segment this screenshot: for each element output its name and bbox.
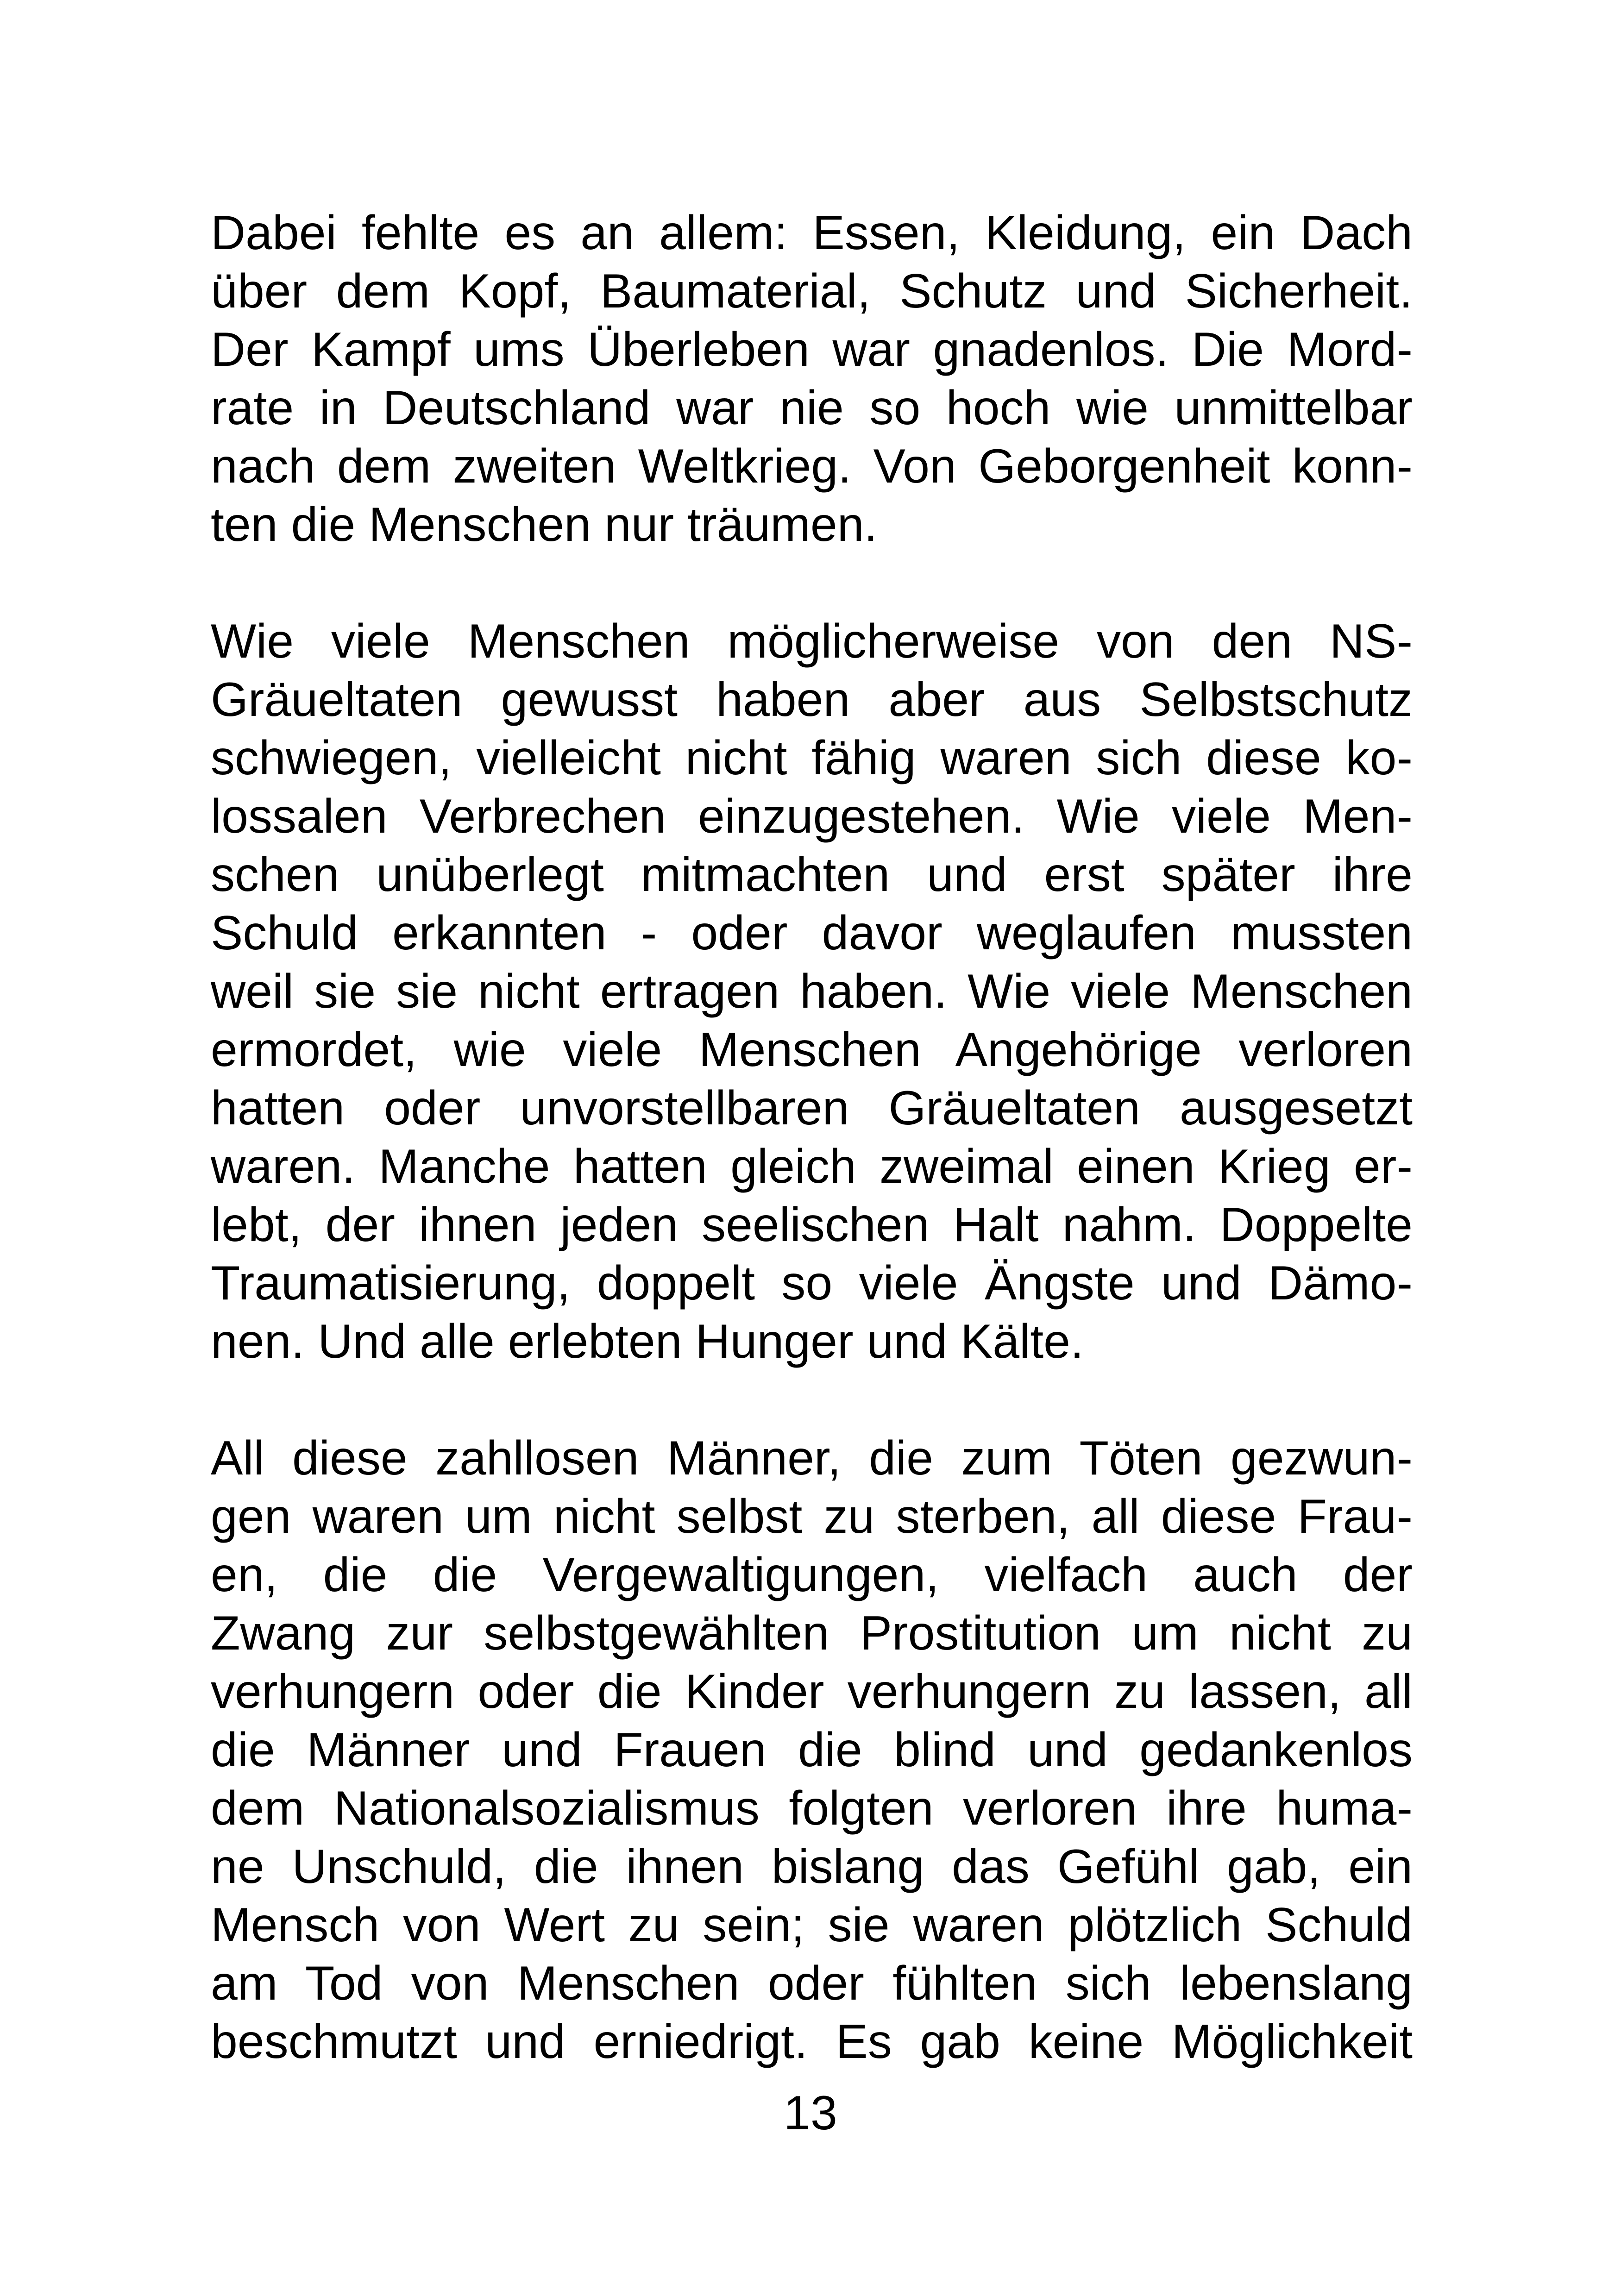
text-line: gen waren um nicht selbst zu sterben, all diese Frau- — [211, 1490, 1413, 1543]
text-line: nach dem zweiten Weltkrieg. Von Geborgenheit konn- — [211, 439, 1413, 493]
text-line: hatten oder unvorstellbaren Gräueltaten ausgesetzt — [211, 1081, 1413, 1135]
text-line: Schuld erkannten - oder davor weglaufen mussten — [211, 906, 1413, 960]
text-line: beschmutzt und erniedrigt. Es gab keine Möglichkeit — [211, 2015, 1413, 2069]
text-line: Mensch von Wert zu sein; sie waren plötzlich Schuld — [211, 1898, 1413, 1952]
text-line: lebt, der ihnen jeden seelischen Halt nahm. Doppelte — [211, 1198, 1413, 1252]
text-line: Dabei fehlte es an allem: Essen, Kleidung, ein Dach — [211, 206, 1413, 260]
text-line: über dem Kopf, Baumaterial, Schutz und Sicherheit. — [211, 264, 1413, 318]
text-line: ten die Menschen nur träumen. — [211, 498, 878, 552]
text-line: Zwang zur selbstgewählten Prostitution um nicht zu — [211, 1606, 1413, 1660]
text-line: ne Unschuld, die ihnen bislang das Gefühl gab, ein — [211, 1840, 1413, 1894]
paragraph-2 — [211, 612, 1413, 1371]
text-line: Wie viele Menschen möglicherweise von den NS- — [211, 615, 1413, 668]
text-line: Traumatisierung, doppelt so viele Ängste und Dämo- — [211, 1256, 1413, 1310]
text-line: schen unüberlegt mitmachten und erst später ihre — [211, 848, 1413, 902]
text-line: die Männer und Frauen die blind und gedankenlos — [211, 1723, 1413, 1777]
text-line: weil sie sie nicht ertragen haben. Wie viele Menschen — [211, 965, 1413, 1018]
text-line: dem Nationalsozialismus folgten verloren ihre huma- — [211, 1782, 1413, 1835]
text-line: Gräueltaten gewusst haben aber aus Selbstschutz — [211, 673, 1413, 727]
body-text — [211, 204, 1413, 2071]
paragraph-3 — [211, 1429, 1413, 2071]
paragraph-1 — [211, 204, 1413, 554]
text-line: verhungern oder die Kinder verhungern zu lassen, all — [211, 1665, 1413, 1719]
text-line: nen. Und alle erlebten Hunger und Kälte. — [211, 1315, 1084, 1368]
text-line: waren. Manche hatten gleich zweimal einen Krieg er- — [211, 1140, 1413, 1193]
text-line: All diese zahllosen Männer, die zum Töten gezwun- — [211, 1431, 1413, 1485]
text-line: schwiegen, vielleicht nicht fähig waren sich diese ko- — [211, 731, 1413, 785]
text-line: am Tod von Menschen oder fühlten sich lebenslang — [211, 1957, 1413, 2010]
text-line: Der Kampf ums Überleben war gnadenlos. Die Mord- — [211, 323, 1413, 376]
text-line: ermordet, wie viele Menschen Angehörige verloren — [211, 1023, 1413, 1077]
page-number: 13 — [784, 2086, 837, 2140]
text-line: lossalen Verbrechen einzugestehen. Wie viele Men- — [211, 790, 1413, 843]
text-line: rate in Deutschland war nie so hoch wie unmittelbar — [211, 381, 1413, 435]
text-line: en, die die Vergewaltigungen, vielfach auch der — [211, 1548, 1413, 1602]
